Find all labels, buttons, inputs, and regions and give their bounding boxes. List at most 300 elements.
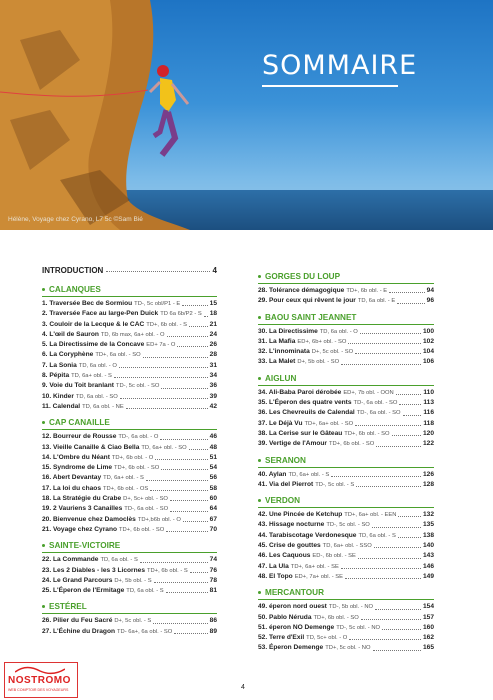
route-name: 15. Syndrome de Lime bbox=[42, 464, 112, 472]
dot-leader bbox=[120, 392, 208, 399]
toc-entry[interactable] bbox=[42, 576, 217, 586]
toc-entry[interactable] bbox=[258, 337, 434, 347]
section-heading: SAINTE-VICTOIRE bbox=[42, 541, 217, 553]
dot-leader bbox=[170, 494, 208, 501]
route-grade: TD, 6a obl. - S bbox=[126, 588, 164, 595]
title-underline bbox=[262, 85, 398, 87]
toc-entry[interactable] bbox=[42, 299, 217, 309]
dot-leader bbox=[155, 453, 207, 460]
dot-leader bbox=[161, 463, 207, 470]
toc-entry[interactable] bbox=[258, 398, 434, 408]
bullet-icon bbox=[42, 605, 45, 608]
page-ref: 18 bbox=[209, 310, 218, 318]
page-ref: 149 bbox=[422, 572, 434, 580]
route-name: 37. Le Déjà Vu bbox=[258, 419, 303, 427]
toc-right-column bbox=[258, 266, 434, 654]
bullet-icon bbox=[258, 591, 261, 594]
toc-entry[interactable] bbox=[258, 623, 434, 633]
route-name: 25. L'Éperon de l'Ermitage bbox=[42, 587, 125, 595]
route-name: 14. L'Ombre du Néant bbox=[42, 453, 110, 461]
route-name: 41. Via del Pierrot bbox=[258, 480, 314, 488]
dot-leader bbox=[341, 357, 421, 364]
route-grade: TD, 6a+ obl. - S bbox=[71, 373, 112, 380]
route-name: 38. La Cerise sur le Gâteau bbox=[258, 429, 343, 437]
section-heading: BAOU SAINT JEANNET bbox=[258, 313, 434, 325]
route-grade: TD, 6b max, 6a+ obl. - O bbox=[100, 331, 165, 338]
dot-leader bbox=[177, 340, 207, 347]
toc-entry[interactable] bbox=[42, 432, 217, 442]
bullet-icon bbox=[258, 459, 261, 462]
page-ref: 96 bbox=[426, 297, 434, 305]
dot-leader bbox=[114, 371, 208, 378]
route-name: 24. Le Grand Parcours bbox=[42, 576, 113, 584]
route-grade: TD-, 5c obl. - SO bbox=[115, 383, 160, 390]
page-ref: 46 bbox=[209, 433, 217, 441]
page-ref: 102 bbox=[422, 337, 434, 345]
route-grade: TD+, 6b obl. - SO bbox=[114, 465, 160, 472]
route-grade: TD, 6a obl. - O bbox=[78, 362, 117, 369]
page-ref: 135 bbox=[422, 521, 434, 529]
page-ref: 28 bbox=[209, 351, 217, 359]
dot-leader bbox=[373, 643, 421, 650]
page-ref: 36 bbox=[209, 382, 217, 390]
dot-leader bbox=[140, 555, 208, 562]
route-grade: TD-, 5c obl. - NO bbox=[336, 624, 381, 631]
route-name: 44. Tarabiscotage Verdonesque bbox=[258, 531, 357, 539]
page-ref: 74 bbox=[209, 556, 217, 564]
dot-leader bbox=[397, 296, 424, 303]
dot-leader bbox=[166, 525, 207, 532]
section-heading: ESTÉREL bbox=[42, 602, 217, 614]
dot-leader bbox=[146, 473, 208, 480]
dot-leader bbox=[154, 576, 208, 583]
dot-leader bbox=[403, 408, 422, 415]
route-grade: TD-, 5c obl. - S bbox=[315, 481, 355, 488]
page-ref: 70 bbox=[209, 525, 217, 533]
toc-entry[interactable] bbox=[42, 586, 217, 596]
route-grade: ED+, 7a+ obl. - SE bbox=[294, 573, 344, 580]
route-grade: D+, 5c+ obl. - SO bbox=[123, 496, 168, 503]
route-name: 29. Pour ceux qui rêvent le jour bbox=[258, 297, 356, 305]
toc-entry[interactable] bbox=[258, 347, 434, 357]
toc-entry[interactable] bbox=[258, 531, 434, 541]
route-grade: TD- 6a+, 6a obl. - SO bbox=[117, 628, 173, 635]
photo-caption: Hélène, Voyage chez Cyrano, L7 5c ©Sam Bié bbox=[8, 216, 143, 223]
toc-entry[interactable] bbox=[42, 504, 217, 514]
page-ref: 34 bbox=[209, 372, 217, 380]
section-heading: CAP CANAILLE bbox=[42, 418, 217, 430]
page-ref: 126 bbox=[422, 470, 434, 478]
toc-entry[interactable] bbox=[258, 327, 434, 337]
toc-entry[interactable] bbox=[258, 296, 434, 306]
toc-section bbox=[258, 272, 434, 307]
route-name: 45. Crise de gouttes bbox=[258, 542, 321, 550]
toc-section bbox=[42, 541, 217, 596]
page-ref: 162 bbox=[422, 634, 434, 642]
route-name: 43. Hissage nocturne bbox=[258, 521, 325, 529]
page-ref: 100 bbox=[422, 327, 434, 335]
route-name: 1. Traversée Bec de Sormiou bbox=[42, 300, 133, 307]
page-ref: 24 bbox=[209, 330, 217, 338]
toc-entry[interactable] bbox=[258, 419, 434, 429]
route-grade: TD+, 6b obl. - OS bbox=[103, 485, 149, 492]
dot-leader bbox=[190, 566, 208, 573]
route-grade: TD, 5c+ obl. - O bbox=[306, 635, 348, 642]
dot-leader bbox=[174, 627, 207, 634]
toc-entry[interactable] bbox=[258, 551, 434, 561]
page-ref: 81 bbox=[209, 587, 217, 595]
page-ref: 113 bbox=[423, 399, 434, 407]
page-ref: 146 bbox=[422, 562, 434, 570]
dot-leader bbox=[358, 551, 421, 558]
route-name: 18. La Stratégie du Crabe bbox=[42, 495, 122, 503]
toc-section bbox=[42, 418, 217, 535]
route-name: 19. 2 Vauriens 3 Canailles bbox=[42, 505, 123, 513]
dot-leader bbox=[382, 623, 421, 630]
toc-left-column bbox=[42, 266, 217, 637]
page-ref: 165 bbox=[422, 644, 434, 652]
page-ref: 110 bbox=[423, 388, 434, 396]
route-name: 20. Bienvenue chez Damoclès bbox=[42, 515, 136, 523]
dot-leader bbox=[389, 286, 425, 293]
route-name: 4. L'œil de Sauron bbox=[42, 330, 99, 338]
route-name: 33. La Malet bbox=[258, 358, 296, 366]
route-grade: TD-, 6a obl. - SO bbox=[124, 506, 169, 513]
toc-entry[interactable] bbox=[258, 286, 434, 296]
toc-entry[interactable] bbox=[42, 627, 217, 637]
page-ref: 76 bbox=[209, 566, 217, 574]
route-grade: ED-, 6b obl. - SE bbox=[312, 553, 356, 560]
route-name: 9. Voie du Toit branlant bbox=[42, 382, 114, 390]
page-ref: 160 bbox=[422, 623, 434, 631]
dot-leader bbox=[204, 309, 208, 316]
route-grade: D+, 5c obl. - S bbox=[114, 618, 152, 625]
route-name: 7. La Sonia bbox=[42, 361, 77, 369]
route-name: 34. Ali-Baba Paroi dérobée bbox=[258, 388, 342, 396]
route-name: 47. La Ula bbox=[258, 562, 289, 570]
page-ref: 54 bbox=[209, 464, 217, 472]
route-grade: TD+,b6b obl. - O bbox=[137, 516, 181, 523]
toc-section bbox=[42, 602, 217, 637]
route-grade: TD-, 6a obl. - SO bbox=[353, 400, 398, 407]
dot-leader bbox=[360, 327, 421, 334]
route-name: 32. L'innominata bbox=[258, 348, 310, 356]
page-ref: 21 bbox=[209, 320, 217, 328]
route-name: 11. Calendal bbox=[42, 402, 81, 410]
toc-entry[interactable] bbox=[258, 429, 434, 439]
page-title: SOMMAIRE bbox=[262, 50, 418, 81]
route-grade: TD-, 5c obl/P1 - E bbox=[134, 301, 181, 307]
route-grade: TD, 6a+ obl. - S bbox=[103, 475, 144, 482]
bullet-icon bbox=[42, 288, 45, 291]
climber bbox=[150, 65, 188, 155]
dot-leader bbox=[331, 470, 421, 477]
route-grade: TD+, 6b obl. - SO bbox=[329, 441, 375, 448]
route-name: 5. La Directissime de la Concave bbox=[42, 341, 145, 349]
toc-section bbox=[258, 374, 434, 450]
toc-entry[interactable] bbox=[42, 566, 217, 576]
dot-leader bbox=[398, 510, 421, 517]
toc-entry[interactable] bbox=[258, 480, 434, 490]
page-ref: 48 bbox=[209, 443, 217, 451]
page-ref: 94 bbox=[426, 287, 434, 294]
route-grade: D+, 5b obl. - SO bbox=[297, 359, 340, 366]
toc-entry[interactable] bbox=[42, 320, 217, 330]
toc-entry[interactable] bbox=[42, 525, 217, 535]
route-name: 49. éperon nord ouest bbox=[258, 603, 327, 611]
route-grade: TD, 6a obl. - E bbox=[357, 298, 396, 305]
toc-intro[interactable]: INTRODUCTION 4 bbox=[42, 266, 217, 275]
dot-leader bbox=[341, 562, 421, 569]
toc-entry[interactable] bbox=[258, 520, 434, 530]
route-name: 23. Les 2 Diables - les 3 Licornes bbox=[42, 566, 145, 574]
page-ref: 154 bbox=[422, 603, 434, 611]
toc-entry[interactable] bbox=[42, 381, 217, 391]
route-name: 53. Éperon Demenge bbox=[258, 644, 324, 652]
toc-entry[interactable] bbox=[42, 616, 217, 626]
hero-photo bbox=[0, 0, 493, 230]
route-grade: TD+, 6b obl. - SO bbox=[119, 526, 165, 533]
cliff-illustration bbox=[0, 0, 493, 230]
dot-leader bbox=[153, 616, 207, 623]
page-ref: 67 bbox=[209, 515, 217, 523]
route-name: 12. Bourreur de Rousse bbox=[42, 433, 117, 441]
route-name: 35. L'Éperon des quatre vents bbox=[258, 399, 352, 407]
dot-leader bbox=[160, 432, 207, 439]
page-ref: 138 bbox=[422, 531, 434, 539]
route-name: 21. Voyage chez Cyrano bbox=[42, 525, 118, 533]
dot-leader bbox=[143, 350, 208, 357]
page-number: 4 bbox=[241, 684, 245, 691]
page-ref: 60 bbox=[209, 495, 217, 503]
route-grade: TD, 6a obl. - S bbox=[358, 532, 396, 539]
toc-section bbox=[258, 456, 434, 491]
dot-leader bbox=[392, 429, 421, 436]
toc-entry[interactable] bbox=[42, 494, 217, 504]
route-grade: D+, 5c obl. - SO bbox=[311, 349, 354, 356]
route-name: 13. Vieille Canaille & Ciao Bella bbox=[42, 443, 140, 451]
page-ref: 104 bbox=[422, 348, 434, 356]
dot-leader bbox=[183, 515, 208, 522]
route-name: 10. Kinder bbox=[42, 392, 74, 400]
route-name: 27. L'Échine du Dragon bbox=[42, 627, 116, 635]
page-ref: 64 bbox=[209, 505, 217, 513]
toc-entry[interactable] bbox=[42, 443, 217, 453]
toc-entry[interactable] bbox=[258, 562, 434, 572]
route-name: 2. Traversée Face au large-Pen Duick bbox=[42, 310, 159, 318]
route-name: 3. Couloir de la Lecque & le CAC bbox=[42, 320, 145, 328]
dot-leader bbox=[150, 484, 207, 491]
toc-entry[interactable] bbox=[258, 613, 434, 623]
route-name: 17. La loi du chaos bbox=[42, 484, 101, 492]
route-name: 46. Les Caquous bbox=[258, 552, 311, 560]
bullet-icon bbox=[258, 275, 261, 278]
route-grade: TD-, 5b obl. - NO bbox=[328, 604, 374, 611]
dot-leader bbox=[376, 439, 421, 446]
toc-entry[interactable] bbox=[42, 392, 217, 402]
route-grade: TD+, 6b obl. - SO bbox=[313, 614, 359, 621]
toc-entry[interactable] bbox=[42, 555, 217, 565]
dot-leader bbox=[361, 613, 421, 620]
page-ref: 122 bbox=[422, 440, 434, 448]
page-ref: 15 bbox=[209, 300, 217, 307]
page-ref: 78 bbox=[209, 576, 217, 584]
route-grade: ED+ 7a - O bbox=[146, 342, 176, 349]
route-grade: D+, 5b obl. - S bbox=[114, 577, 152, 584]
route-name: 48. El Topo bbox=[258, 572, 293, 580]
page-ref: 132 bbox=[422, 511, 434, 519]
route-grade: TD+, 6b obl. - E bbox=[346, 288, 388, 294]
toc-entry[interactable] bbox=[258, 602, 434, 612]
page-ref: 143 bbox=[422, 552, 434, 560]
page-ref: 89 bbox=[209, 627, 217, 635]
route-grade: ED+, 6b+ obl. - SO bbox=[297, 338, 347, 345]
page-ref: 118 bbox=[423, 419, 434, 427]
dot-leader bbox=[355, 347, 421, 354]
toc-entry[interactable] bbox=[258, 357, 434, 367]
dot-leader bbox=[356, 480, 421, 487]
dot-leader bbox=[161, 381, 207, 388]
toc-entry[interactable] bbox=[42, 463, 217, 473]
route-name: 50. Pablo Néruda bbox=[258, 613, 312, 621]
route-grade: TD, 6a obl. - S bbox=[100, 557, 138, 564]
route-name: 31. La Mafia bbox=[258, 337, 296, 345]
route-grade: TD+, 6b obl. - S bbox=[146, 321, 187, 328]
toc-section bbox=[258, 496, 434, 582]
logo-name: NOSTROMO bbox=[8, 675, 71, 686]
toc-entry[interactable] bbox=[258, 388, 434, 398]
toc-entry[interactable] bbox=[42, 350, 217, 360]
page-ref: 26 bbox=[209, 341, 217, 349]
route-name: 51. éperon NO Demenge bbox=[258, 623, 335, 631]
route-grade: TD+, 5c obl. - NO bbox=[325, 645, 371, 652]
toc-section bbox=[42, 285, 217, 412]
dot-leader bbox=[345, 572, 421, 579]
route-name: 26. Pilier du Feu Sacré bbox=[42, 617, 113, 625]
route-grade: TD 6a 6b/P2 - S bbox=[160, 311, 202, 318]
page-ref: 128 bbox=[422, 480, 434, 488]
route-grade: TD, 6a+ obl. - SSO bbox=[322, 543, 372, 550]
logo-tagline: WEB COMPTOIR DES VOYAGEURS bbox=[8, 688, 69, 692]
route-grade: TD, 6a obl. - O bbox=[319, 328, 358, 335]
route-grade: TD, 6a+ obl. - SO bbox=[141, 444, 187, 451]
section-heading: CALANQUES bbox=[42, 285, 217, 297]
section-heading: MERCANTOUR bbox=[258, 588, 434, 600]
toc-entry[interactable] bbox=[42, 361, 217, 371]
dot-leader bbox=[170, 504, 208, 511]
route-grade: TD+, 6b obl. - SO bbox=[344, 430, 390, 437]
dot-leader bbox=[396, 388, 422, 395]
dot-leader bbox=[355, 419, 421, 426]
bullet-icon bbox=[258, 377, 261, 380]
toc-entry[interactable] bbox=[42, 402, 217, 412]
route-grade: TD+, 6a+ obl. - SE bbox=[290, 563, 339, 570]
section-heading: SERANON bbox=[258, 456, 434, 468]
dot-leader bbox=[189, 320, 208, 327]
route-name: 6. La Coryphène bbox=[42, 351, 94, 359]
page-ref: 51 bbox=[209, 453, 217, 461]
toc-entry[interactable] bbox=[258, 633, 434, 643]
route-grade: TD, 6a+ obl. - S bbox=[288, 471, 330, 478]
dot-leader bbox=[372, 520, 421, 527]
route-name: 30. La Directissime bbox=[258, 327, 318, 335]
toc-entry[interactable] bbox=[42, 330, 217, 340]
toc-section bbox=[258, 313, 434, 368]
toc-entry[interactable] bbox=[258, 510, 434, 520]
toc-entry[interactable] bbox=[42, 340, 217, 350]
route-grade: TD+, 6a+ obl. - EEN bbox=[344, 512, 397, 519]
toc-entry[interactable] bbox=[42, 473, 217, 483]
route-grade: TD, 6a obl. - SO bbox=[75, 393, 118, 400]
page-ref: 157 bbox=[422, 613, 434, 621]
nostromo-logo bbox=[4, 662, 78, 698]
page-ref: 140 bbox=[422, 542, 434, 550]
page-ref: 56 bbox=[209, 474, 217, 482]
route-grade: TD+, 6a+ obl. - SO bbox=[304, 420, 354, 427]
dot-leader bbox=[189, 443, 208, 450]
route-grade: TD-, 5c obl. - SO bbox=[326, 522, 370, 529]
page-ref: 86 bbox=[209, 617, 217, 625]
page-ref: 58 bbox=[209, 484, 217, 492]
route-grade: TD+, 6b obl. - S bbox=[147, 567, 188, 574]
toc-entry[interactable] bbox=[258, 439, 434, 449]
dot-leader bbox=[126, 402, 208, 409]
route-name: 8. Pépita bbox=[42, 372, 70, 380]
route-name: 22. La Commande bbox=[42, 556, 99, 564]
dot-leader bbox=[182, 299, 207, 306]
dot-leader bbox=[374, 541, 421, 548]
route-grade: TD+, 6a obl. - SO bbox=[95, 352, 141, 359]
section-heading: VERDON bbox=[258, 496, 434, 508]
toc-entry[interactable] bbox=[258, 408, 434, 418]
page-ref: 116 bbox=[423, 409, 434, 417]
dot-leader bbox=[399, 398, 421, 405]
dot-leader bbox=[167, 330, 208, 337]
toc-entry[interactable] bbox=[42, 515, 217, 525]
toc-entry[interactable] bbox=[42, 371, 217, 381]
toc-entry[interactable] bbox=[258, 643, 434, 653]
toc-entry[interactable] bbox=[258, 470, 434, 480]
toc-entry[interactable] bbox=[42, 453, 217, 463]
route-name: 40. Aylan bbox=[258, 470, 287, 478]
dot-leader bbox=[398, 531, 421, 538]
toc-entry[interactable] bbox=[42, 484, 217, 494]
route-grade: TD+, 6b obl. - O bbox=[111, 454, 154, 461]
bullet-icon bbox=[42, 421, 45, 424]
route-grade: TD-, 6a obl. - SO bbox=[356, 410, 401, 417]
toc-entry[interactable] bbox=[258, 572, 434, 582]
dot-leader bbox=[119, 361, 208, 368]
dot-leader bbox=[375, 602, 421, 609]
section-heading: GORGES DU LOUP bbox=[258, 272, 434, 284]
bullet-icon bbox=[42, 544, 45, 547]
route-name: 28. Tolérance démagogique bbox=[258, 287, 345, 294]
toc-entry[interactable] bbox=[258, 541, 434, 551]
page-ref: 106 bbox=[422, 358, 434, 366]
bullet-icon bbox=[258, 316, 261, 319]
dot-leader bbox=[349, 633, 421, 640]
route-name: 42. Une Pincée de Ketchup bbox=[258, 511, 343, 519]
route-name: 36. Les Chevreuils de Calendal bbox=[258, 409, 355, 417]
toc-entry[interactable] bbox=[42, 309, 217, 319]
route-grade: TD-, 6a obl. - O bbox=[118, 434, 159, 441]
page-ref: 39 bbox=[209, 392, 217, 400]
page-ref: 31 bbox=[209, 361, 217, 369]
route-grade: ED+, 7b obl. - OON bbox=[343, 389, 394, 396]
page-ref: 42 bbox=[209, 402, 217, 410]
wave-icon bbox=[15, 666, 65, 675]
dot-leader bbox=[166, 586, 208, 593]
